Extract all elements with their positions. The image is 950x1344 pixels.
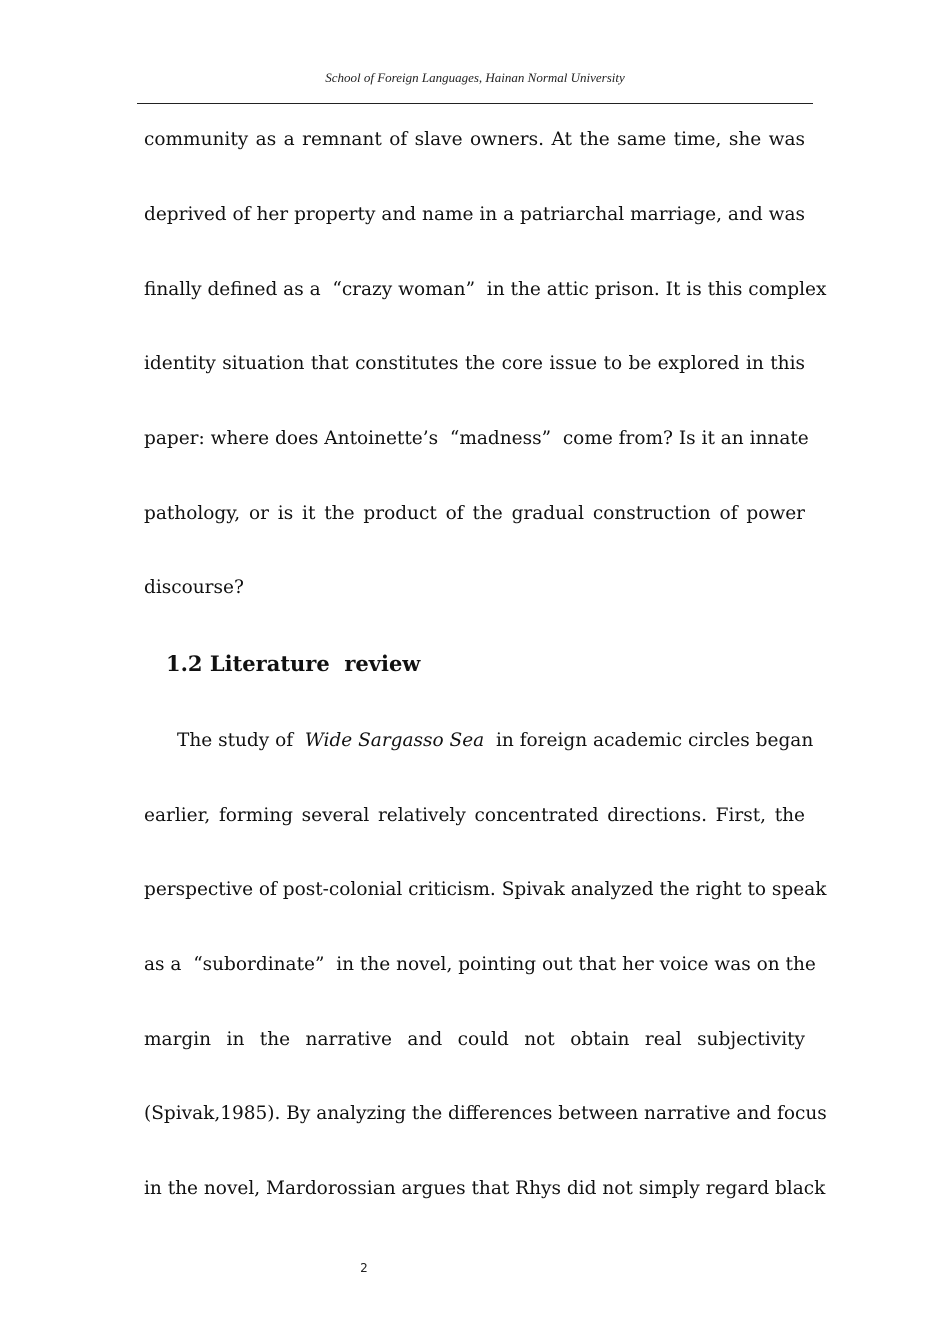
- paragraph-line: finally defined as a “crazy woman” in the attic prison. It is this complex: [144, 279, 827, 300]
- paragraph-line: deprived of her property and name in a patriarchal marriage, and was: [144, 204, 805, 225]
- paragraph-first-line: [177, 729, 814, 753]
- running-header: School of Foreign Languages, Hainan Normal University: [325, 70, 625, 85]
- paragraph-line: discourse?: [144, 577, 244, 598]
- page-number: 2: [360, 1261, 368, 1275]
- paragraph-line: (Spivak,1985). By analyzing the differences between narrative and focus: [144, 1103, 827, 1124]
- text-run: The study of: [177, 730, 299, 751]
- paragraph-line: pathology, or is it the product of the gradual construction of power: [144, 503, 805, 524]
- paragraph-line: in the novel, Mardorossian argues that Rhys did not simply regard black: [144, 1178, 826, 1199]
- paragraph-line: community as a remnant of slave owners. At the same time, she was: [144, 129, 805, 150]
- paragraph-line: earlier, forming several relatively concentrated directions. First, the: [144, 805, 805, 826]
- section-heading: 1.2 Literature review: [166, 651, 421, 676]
- header-rule: [137, 103, 813, 104]
- paragraph-line: as a “subordinate” in the novel, pointing out that her voice was on the: [144, 954, 816, 975]
- paragraph-line: paper: where does Antoinette’s “madness” come from? Is it an innate: [144, 428, 809, 449]
- paragraph-line: identity situation that constitutes the core issue to be explored in this: [144, 353, 805, 374]
- book-title: Wide Sargasso Sea: [304, 730, 485, 751]
- paragraph-line: margin in the narrative and could not obtain real subjectivity: [144, 1029, 805, 1050]
- paragraph-line: perspective of post-colonial criticism. Spivak analyzed the right to speak: [144, 879, 827, 900]
- text-run: in foreign academic circles began: [490, 730, 814, 751]
